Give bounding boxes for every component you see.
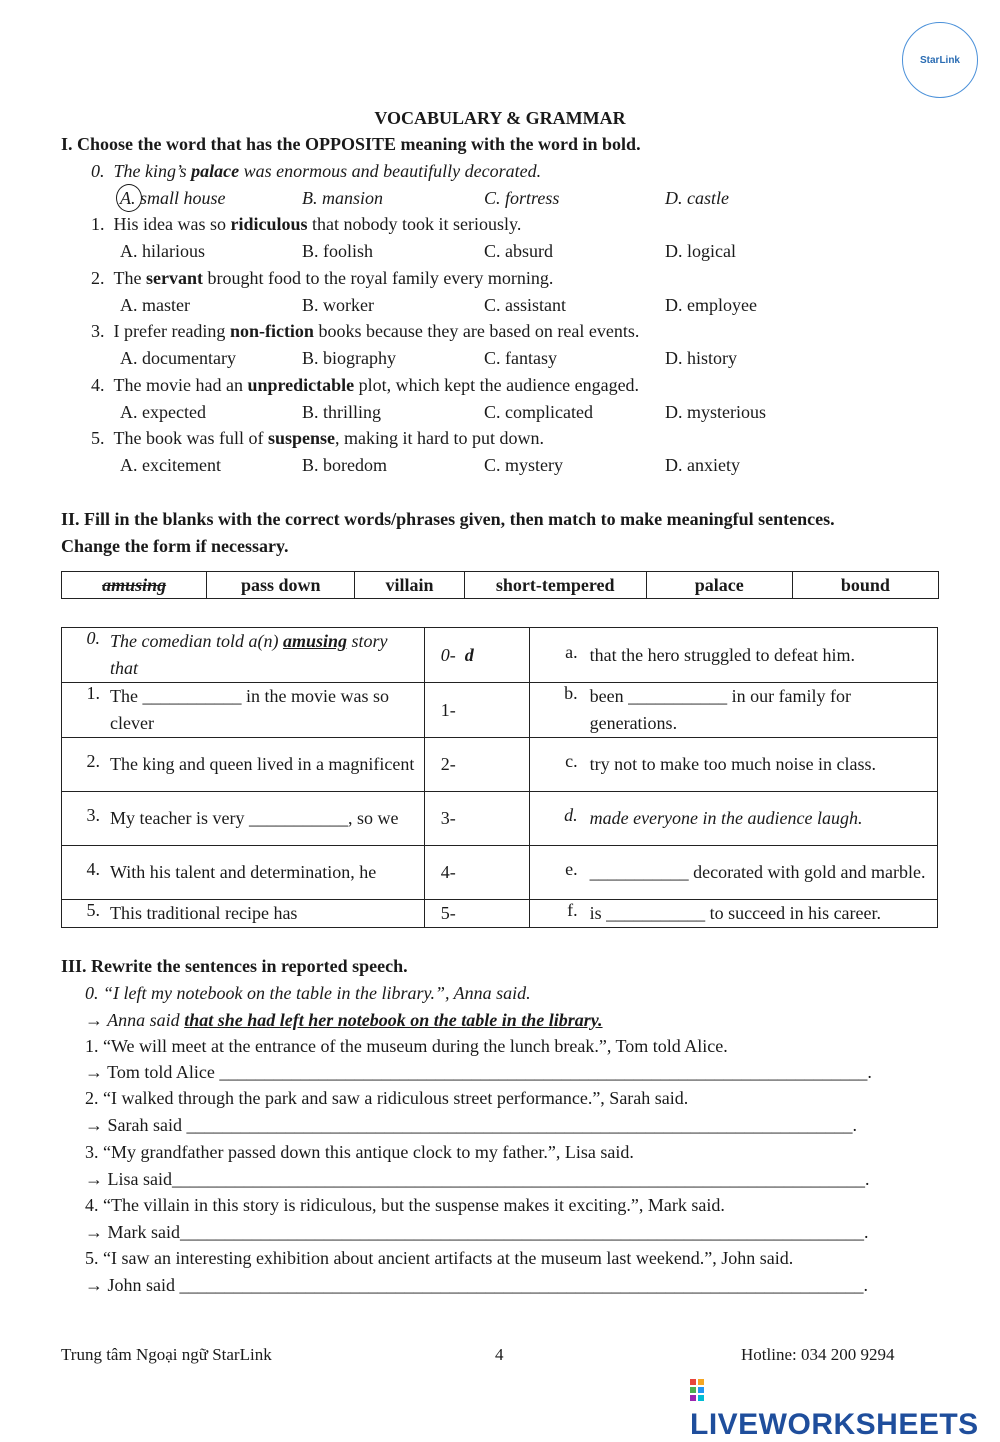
word-bank-item: amusing	[62, 572, 207, 599]
option-2c[interactable]: C. assistant	[484, 295, 567, 315]
option-2a[interactable]: A. master	[120, 295, 190, 315]
matching-table	[61, 627, 938, 928]
rewrite-answer-4[interactable]: → Mark said____________________________________________________________________________.	[85, 1222, 869, 1242]
rewrite-question-1: 1. “We will meet at the entrance of the museum during the lunch break.”, Tom told Alice.	[85, 1036, 728, 1056]
option-4c[interactable]: C. complicated	[484, 402, 593, 422]
match-answer-1[interactable]: 1-	[424, 683, 529, 738]
rewrite-answer-2[interactable]: → Sarah said __________________________________________________________________________.	[85, 1115, 857, 1135]
option-0b[interactable]: B. mansion	[302, 188, 383, 208]
option-1b[interactable]: B. foolish	[302, 241, 374, 261]
question-4: 4. The movie had an unpredictable plot, which kept the audience engaged.	[91, 375, 640, 395]
section2-heading-line2: Change the form if necessary.	[61, 536, 289, 556]
option-0a[interactable]: A. small house	[120, 188, 226, 209]
option-1d[interactable]: D. logical	[665, 241, 736, 261]
liveworksheets-logo: LIVEWORKSHEETS	[690, 1374, 1000, 1442]
rewrite-question-2: 2. “I walked through the park and saw a ridiculous street performance.”, Sarah said.	[85, 1088, 689, 1108]
option-5c[interactable]: C. mystery	[484, 455, 563, 475]
page-title: VOCABULARY & GRAMMAR	[374, 108, 626, 128]
option-5b[interactable]: B. boredom	[302, 455, 387, 475]
word-bank-item: short-tempered	[464, 572, 646, 599]
option-3b[interactable]: B. biography	[302, 348, 396, 368]
footer-center-name: Trung tâm Ngoại ngữ StarLink	[61, 1345, 272, 1364]
rewrite-answer-5[interactable]: → John said ____________________________________________________________________________.	[85, 1275, 868, 1295]
table-row: 5. This traditional recipe has 5- f. is ___________ to succeed in his career.	[62, 900, 938, 928]
table-row: 4. With his talent and determination, he 4- e. ___________ decorated with gold and marble.	[62, 846, 938, 900]
word-bank-item: villain	[355, 572, 464, 599]
question-0: 0. The king’s palace was enormous and beautifully decorated.	[91, 161, 542, 181]
table-row: 1. The ___________ in the movie was so clever 1- b. been ___________ in our family for generations.	[62, 683, 938, 738]
answer-circle	[116, 184, 142, 212]
option-0c[interactable]: C. fortress	[484, 188, 560, 208]
liveworksheets-icon	[690, 1377, 712, 1403]
option-1a[interactable]: A. hilarious	[120, 241, 205, 261]
table-row: 3. My teacher is very ___________, so we 3- d. made everyone in the audience laugh.	[62, 792, 938, 846]
match-answer-5[interactable]: 5-	[424, 900, 529, 928]
option-0d[interactable]: D. castle	[665, 188, 729, 208]
match-answer-0[interactable]: 0- d	[424, 628, 529, 683]
question-2: 2. The servant brought food to the royal family every morning.	[91, 268, 554, 288]
option-2b[interactable]: B. worker	[302, 295, 374, 315]
option-1c[interactable]: C. absurd	[484, 241, 553, 261]
question-1: 1. His idea was so ridiculous that nobody took it seriously.	[91, 214, 522, 234]
match-answer-4[interactable]: 4-	[424, 846, 529, 900]
footer-hotline: Hotline: 034 200 9294	[741, 1345, 895, 1364]
option-4b[interactable]: B. thrilling	[302, 402, 382, 422]
option-4d[interactable]: D. mysterious	[665, 402, 766, 422]
option-4a[interactable]: A. expected	[120, 402, 206, 422]
question-5: 5. The book was full of suspense, making it hard to put down.	[91, 428, 544, 448]
starlink-logo: StarLink	[902, 22, 978, 98]
word-bank-item: bound	[792, 572, 938, 599]
option-5d[interactable]: D. anxiety	[665, 455, 740, 475]
rewrite-question-3: 3. “My grandfather passed down this antique clock to my father.”, Lisa said.	[85, 1142, 634, 1162]
word-bank-item: pass down	[207, 572, 355, 599]
table-row: 2. The king and queen lived in a magnificent 2- c. try not to make too much noise in class.	[62, 738, 938, 792]
word-bank-item: palace	[646, 572, 792, 599]
word-bank	[61, 571, 939, 599]
table-row: 0. The comedian told a(n) amusing story that 0- d a. that the hero struggled to defeat him.	[62, 628, 938, 683]
rewrite-answer-1[interactable]: → Tom told Alice ________________________________________________________________________.	[85, 1062, 872, 1082]
section3-heading: III. Rewrite the sentences in reported speech.	[61, 956, 408, 976]
option-2d[interactable]: D. employee	[665, 295, 757, 315]
match-answer-2[interactable]: 2-	[424, 738, 529, 792]
option-5a[interactable]: A. excitement	[120, 455, 221, 475]
section2-heading-line1: II. Fill in the blanks with the correct words/phrases given, then match to make meaningful sentences.	[61, 509, 835, 529]
option-3a[interactable]: A. documentary	[120, 348, 236, 368]
option-3d[interactable]: D. history	[665, 348, 737, 368]
rewrite-answer-3[interactable]: → Lisa said_____________________________________________________________________________.	[85, 1169, 870, 1189]
question-3: 3. I prefer reading non-fiction books because they are based on real events.	[91, 321, 640, 341]
page-number: 4	[495, 1345, 504, 1364]
match-answer-3[interactable]: 3-	[424, 792, 529, 846]
example-answer: → Anna said that she had left her notebook on the table in the library.	[85, 1010, 603, 1030]
rewrite-question-4: 4. “The villain in this story is ridiculous, but the suspense makes it exciting.”, Mark said.	[85, 1195, 725, 1215]
option-3c[interactable]: C. fantasy	[484, 348, 557, 368]
rewrite-question-5: 5. “I saw an interesting exhibition about ancient artifacts at the museum last weekend.”, John said.	[85, 1248, 794, 1268]
section1-heading: I. Choose the word that has the OPPOSITE meaning with the word in bold.	[61, 134, 641, 154]
example-question: 0. “I left my notebook on the table in the library.”, Anna said.	[85, 983, 531, 1003]
